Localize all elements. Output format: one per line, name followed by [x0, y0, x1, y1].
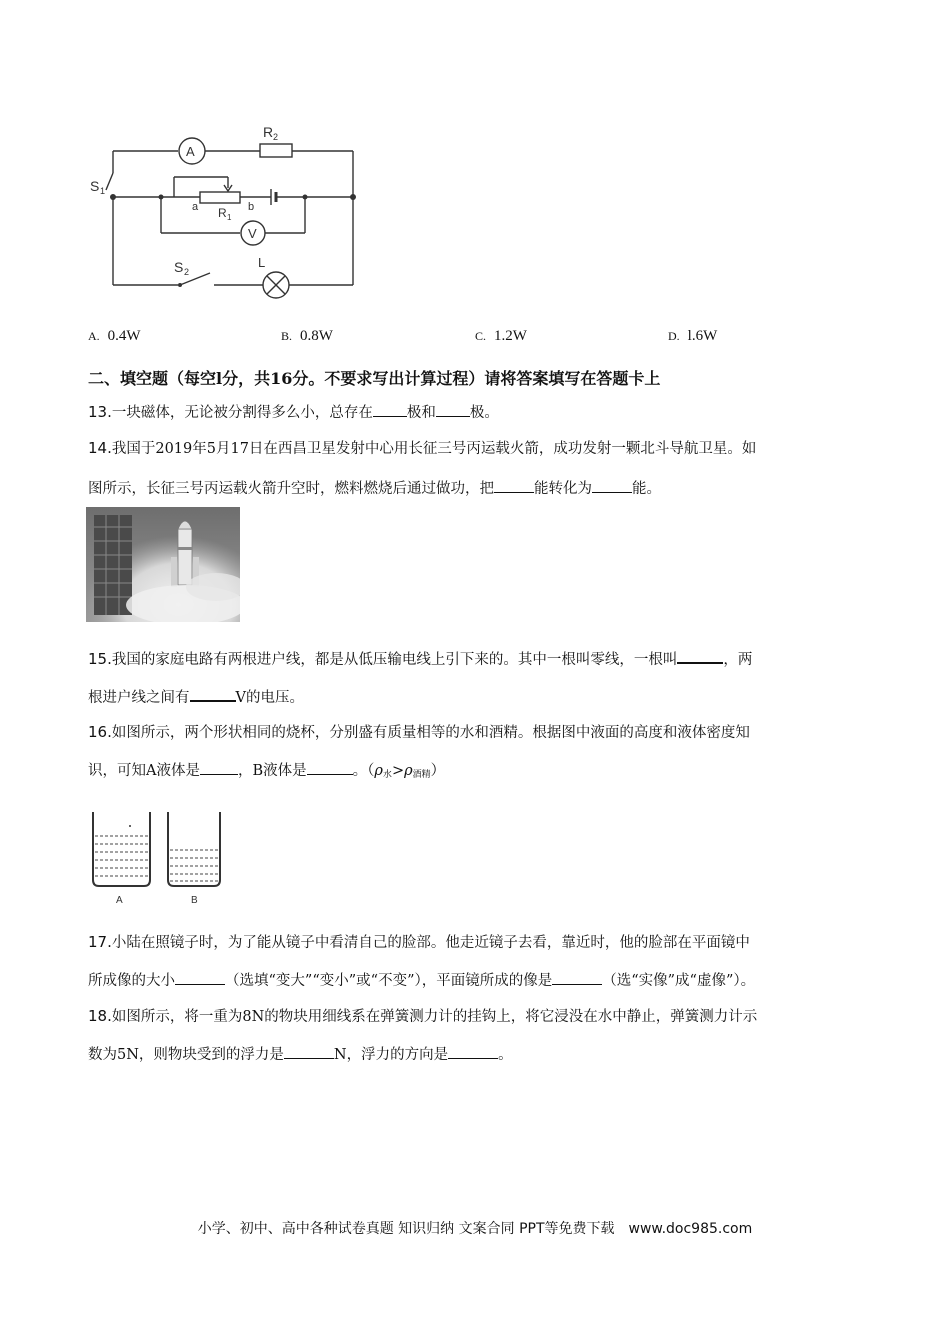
- s2-label: S: [174, 259, 184, 275]
- option-c[interactable]: C. 1.2W: [475, 328, 527, 344]
- question-17-line-2: 所成像的大小 （选填“变大”“变小”或“不变”），平面镜所成的像是 （选“实像”成“虚像”）。: [88, 970, 755, 991]
- answer-blank[interactable]: [448, 1044, 498, 1059]
- beaker-a-label: A: [116, 895, 123, 906]
- question-13: 13.一块磁体，无论被分割得多么小，总存在 极和 极。: [88, 403, 499, 421]
- s2-sub: 2: [184, 267, 190, 277]
- r2-label: R: [263, 124, 274, 140]
- option-b[interactable]: B. 0.8W: [281, 328, 333, 344]
- answer-blank[interactable]: [284, 1044, 334, 1059]
- question-14-line-1: 14.我国于2019年5月17日在西昌卫星发射中心用长征三号丙运载火箭，成功发射一颗北斗导航卫星。如: [88, 439, 757, 457]
- option-a[interactable]: A. 0.4W: [88, 328, 141, 344]
- option-d[interactable]: D. l.6W: [668, 328, 718, 344]
- answer-blank[interactable]: [592, 478, 632, 493]
- answer-blank[interactable]: [494, 478, 534, 493]
- question-15-line-1: 15.我国的家庭电路有两根进户线，都是从低压输电线上引下来的。其中一根叫零线，一根叫 ，两: [88, 650, 753, 668]
- question-14-line-2: 图所示，长征三号丙运载火箭升空时，燃料燃烧后通过做功，把 能转化为 能。: [88, 478, 661, 499]
- s1-sub: 1: [100, 186, 106, 196]
- b-label: b: [248, 201, 255, 213]
- answer-blank[interactable]: [677, 648, 723, 664]
- page-footer: 小学、初中、高中各种试卷真题 知识归纳 文案合同 PPT等免费下载 www.doc985.com: [197, 1221, 753, 1237]
- answer-blank[interactable]: [436, 402, 470, 417]
- r1-sub: 1: [227, 213, 232, 222]
- lamp-label: L: [258, 255, 266, 270]
- a-label: a: [192, 201, 199, 213]
- question-17-line-1: 17.小陆在照镜子时，为了能从镜子中看清自己的脸部。他走近镜子去看，靠近时，他的脸部在平面镜中: [88, 933, 750, 951]
- beakers-diagram: [86, 808, 231, 908]
- circuit-diagram: [88, 115, 368, 305]
- answer-blank[interactable]: [552, 970, 602, 985]
- question-18-line-1: 18.如图所示，将一重为8N的物块用细线系在弹簧测力计的挂钩上，将它浸没在水中静止，弹簧测力计示: [88, 1007, 758, 1025]
- answer-blank[interactable]: [200, 760, 238, 775]
- r2-sub: 2: [273, 132, 279, 142]
- question-18-line-2: 数为5N，则物块受到的浮力是 N，浮力的方向是 。: [88, 1044, 513, 1065]
- question-16-line-2: 识，可知A液体是 ，B液体是 。$(\rho_水>\rho_{酒精})$: [88, 760, 445, 785]
- rocket-launch-photo: [86, 507, 240, 622]
- question-16-line-1: 16.如图所示，两个形状相同的烧杯，分别盛有质量相等的水和酒精。根据图中液面的高度和液体密度知: [88, 723, 750, 741]
- section-title: 二、填空题（每空l分，共16分。不要求写出计算过程）请将答案填写在答题卡上: [88, 369, 661, 388]
- answer-blank[interactable]: [307, 760, 353, 775]
- answer-blank[interactable]: [190, 686, 236, 702]
- beaker-b-label: B: [191, 895, 198, 906]
- question-15-line-2: 根进户线之间有 V的电压。: [88, 686, 304, 708]
- voltmeter-label: V: [248, 226, 257, 241]
- answer-blank[interactable]: [175, 970, 225, 985]
- answer-blank[interactable]: [373, 402, 407, 417]
- s1-label: S: [90, 178, 100, 194]
- r1-label: R: [218, 206, 227, 220]
- ammeter-label: A: [186, 144, 195, 159]
